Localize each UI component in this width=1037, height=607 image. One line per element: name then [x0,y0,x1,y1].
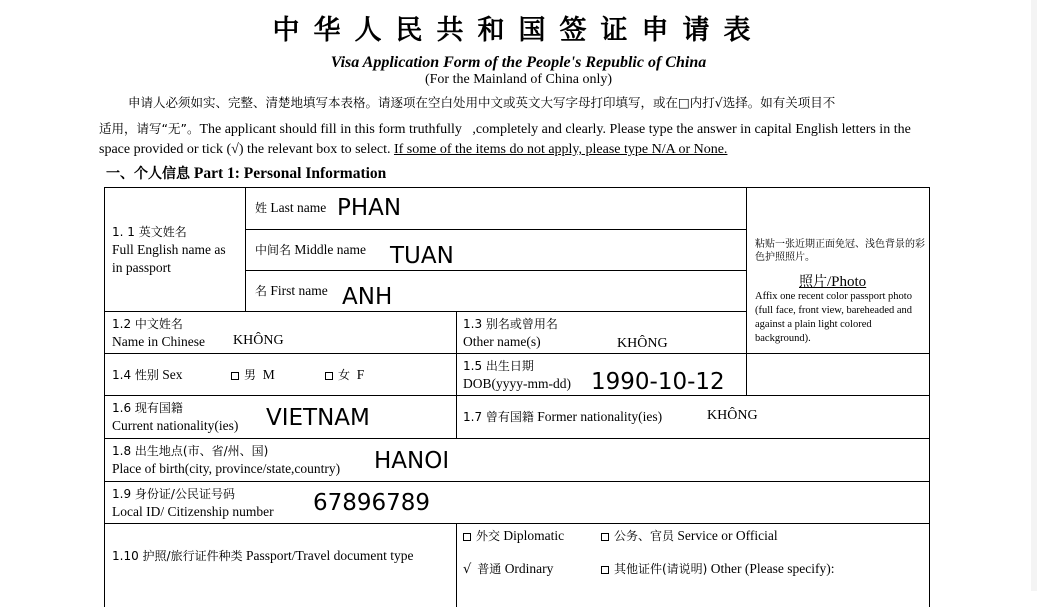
nationality-value[interactable]: VIETNAM [266,405,370,431]
part-1-heading-english: Part 1: Personal Information [193,165,387,182]
photo-title: 照片/Photo [799,274,867,290]
form-title-chinese: 中华人民共和国签证申请表 [272,15,765,46]
nationality-label: 1.6 现有国籍 Current nationality(ies) [112,401,239,433]
personal-information-form [104,187,930,607]
birthplace-label: 1.8 出生地点(市、省/州、国) Place of birth(city, province/state,country) [112,444,341,476]
full-name-label: 1. 1 英文姓名 Full English name as in passport [112,225,226,275]
former-nationality-label: 1.7 曾有国籍 Former nationality(ies) [463,409,663,424]
instructions-chinese-1: 申请人必须如实、完整、清楚地填写本表格。请逐项在空白处用中文或英文大写字母打印填写，或在□内打√选择。如有关项目不 [128,95,836,110]
chinese-name-value[interactable]: KHÔNG [233,333,284,348]
vertical-scrollbar[interactable] [1031,0,1037,591]
instructions-not-applicable-note: If some of the items do not apply, please type N/A or None. [393,142,728,157]
other-names-value[interactable]: KHÔNG [617,336,668,351]
instructions-line-1 [128,93,835,112]
sex-option-female[interactable]: 女 F [325,366,364,384]
id-value[interactable]: 67896789 [313,490,431,516]
former-nationality-value[interactable]: KHÔNG [707,408,758,423]
sex-label: 1.4 性别 Sex [112,367,183,382]
birthplace-value[interactable]: HANOI [374,448,450,474]
first-name-label: 名 First name [255,283,328,298]
option-service-official[interactable]: 公务、官员 Service or Official [601,527,778,545]
instructions-chinese-2: 适用，请写“无”。 [99,121,200,136]
first-name-value[interactable]: ANH [342,284,393,310]
option-diplomatic[interactable]: 外交 Diplomatic [463,527,564,545]
part-1-heading [106,163,386,183]
checkbox-male[interactable] [231,372,239,380]
id-label: 1.9 身份证/公民证号码 Local ID/ Citizenship number [112,487,274,519]
form-scope: (For the Mainland of China only) [424,72,613,87]
last-name-value[interactable]: PHAN [337,195,402,221]
instructions-english-3: space provided or tick (√) the relevant box to select. [99,142,391,157]
dob-label: 1.5 出生日期 DOB(yyyy-mm-dd) [463,359,571,391]
chinese-name-label: 1.2 中文姓名 Name in Chinese [112,317,205,349]
middle-name-value[interactable]: TUAN [390,243,454,269]
option-other[interactable]: 其他证件(请说明) Other (Please specify): [601,560,834,578]
option-ordinary[interactable]: √ 普通 Ordinary [463,561,554,577]
photo-instructions-chinese: 粘贴一张近期正面免冠、浅色背景的彩色护照照片。 [755,239,925,263]
checkbox-other[interactable] [601,566,609,574]
middle-name-label: 中间名 Middle name [255,242,366,257]
checkbox-diplomatic[interactable] [463,533,471,541]
other-names-label: 1.3 别名或曾用名 Other name(s) [463,317,558,349]
checkbox-service-official[interactable] [601,533,609,541]
passport-type-label: 1.10 护照/旅行证件种类 Passport/Travel document type [112,548,414,563]
instructions-line-3 [99,142,727,158]
checkbox-female[interactable] [325,372,333,380]
dob-value[interactable]: 1990-10-12 [591,369,725,395]
part-1-heading-chinese: 一、个人信息 [106,166,190,182]
instructions-english-2: The applicant should fill in this form truthfully ,completely and clearly. Please type the answer in capital English letters in the [199,122,911,137]
instructions-line-2 [99,119,911,138]
photo-instructions-english: Affix one recent color passport photo (full face, front view, bareheaded and against a plain light colored background). [755,291,913,344]
last-name-label: 姓 Last name [255,200,327,215]
form-title-english: Visa Application Form of the People's Republic of China [330,54,707,71]
sex-option-male[interactable]: 男 M [231,366,275,384]
checkmark-ordinary[interactable]: √ [463,562,472,577]
